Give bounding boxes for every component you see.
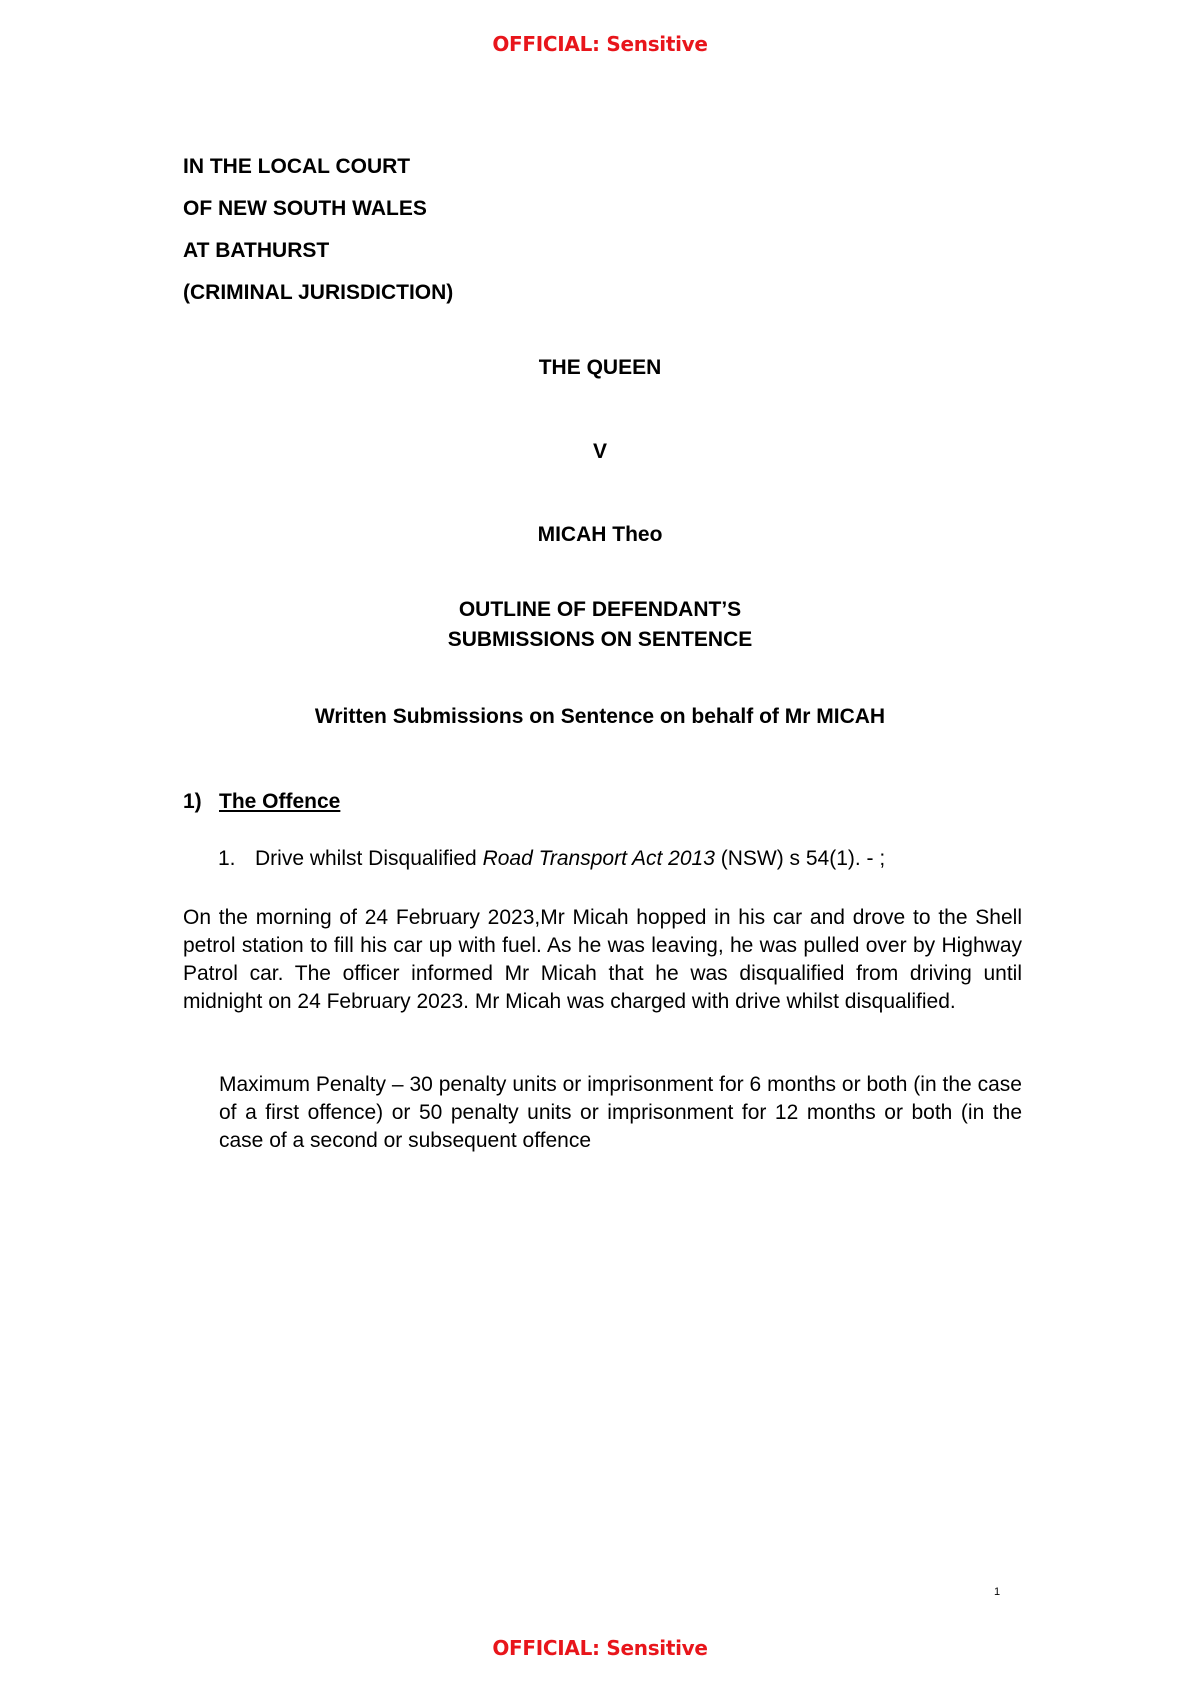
section-heading-offence [183, 790, 340, 814]
classification-header: OFFICIAL: Sensitive [492, 32, 708, 56]
charge-text: Drive whilst Disqualified [255, 847, 483, 870]
court-line-2: OF NEW SOUTH WALES [183, 197, 427, 220]
court-heading [183, 146, 453, 314]
defendant-party: MICAH Theo [537, 523, 663, 546]
charge-section: (NSW) s 54(1). - ; [714, 847, 886, 870]
offence-facts-paragraph: On the morning of 24 February 2023,Mr Micah hopped in his car and drove to the Shell petrol station to fill his car up with fuel. As he was leaving, he was pulled over by Highway Patrol car. The officer informed Mr Micah that he was disqualified from driving until midnight on 24 February 2023. Mr Micah was charged with drive whilst disqualified. [183, 906, 1022, 1013]
court-line-3: AT BATHURST [183, 239, 330, 262]
document-subtitle: Written Submissions on Sentence on behalf of Mr MICAH [314, 705, 886, 728]
charge-item [218, 847, 885, 871]
versus-label: V [592, 440, 607, 463]
page-number: 1 [994, 1586, 1001, 1598]
section-number: 1) [183, 790, 202, 813]
prosecution-party: THE QUEEN [538, 356, 662, 379]
document-title [0, 595, 1200, 655]
section-title: The Offence [219, 790, 341, 813]
classification-footer: OFFICIAL: Sensitive [492, 1636, 708, 1660]
maximum-penalty-paragraph: Maximum Penalty – 30 penalty units or imprisonment for 6 months or both (in the case of a first offence) or 50 penalty units or imprisonment for 12 months or both (in the case of a second or subsequent offence [219, 1073, 1022, 1152]
document-title-line-1: OUTLINE OF DEFENDANT’S [458, 598, 742, 621]
charge-act: Road Transport Act 2013 [482, 847, 715, 870]
court-line-1: IN THE LOCAL COURT [183, 155, 411, 178]
court-line-4: (CRIMINAL JURISDICTION) [183, 281, 454, 304]
document-title-line-2: SUBMISSIONS ON SENTENCE [447, 628, 753, 651]
charge-number: 1. [218, 847, 236, 870]
